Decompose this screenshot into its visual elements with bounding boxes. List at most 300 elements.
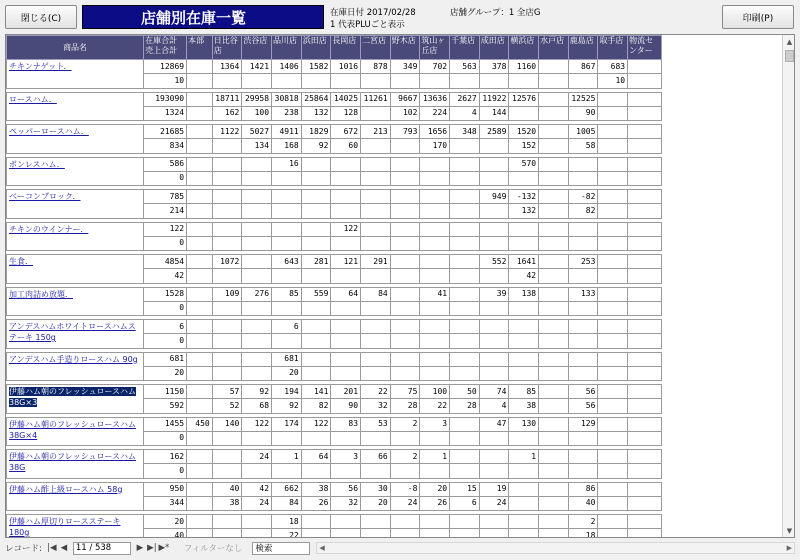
- product-record[interactable]: [7, 511, 662, 538]
- store-stock-cell: [568, 352, 598, 366]
- store-sales-cell: [509, 431, 539, 445]
- store-sales-cell: [628, 269, 662, 283]
- store-sales-cell: [242, 236, 272, 250]
- store-stock-cell: 121: [331, 255, 361, 269]
- store-sales-cell: [479, 301, 509, 315]
- store-stock-cell: [331, 157, 361, 171]
- store-stock-cell: 1160: [509, 60, 539, 74]
- store-stock-cell: 141: [301, 385, 331, 399]
- store-stock-cell: [390, 320, 420, 334]
- store-sales-cell: [450, 236, 480, 250]
- total-sales-cell: 834: [144, 139, 187, 153]
- store-sales-cell: [212, 464, 242, 478]
- store-stock-cell: [479, 450, 509, 464]
- product-name-text: チキンナゲット．: [9, 62, 72, 71]
- store-sales-cell: [598, 334, 628, 348]
- stock-row: [7, 125, 662, 139]
- store-stock-cell: [212, 157, 242, 171]
- store-sales-cell: [212, 334, 242, 348]
- store-stock-cell: [539, 222, 569, 236]
- store-sales-cell: [628, 301, 662, 315]
- store-stock-cell: [539, 320, 569, 334]
- store-sales-cell: 128: [331, 106, 361, 120]
- store-stock-cell: [479, 320, 509, 334]
- store-sales-cell: [361, 74, 391, 88]
- store-sales-cell: [539, 301, 569, 315]
- store-sales-cell: [212, 171, 242, 185]
- product-record[interactable]: [7, 153, 662, 186]
- store-sales-cell: [568, 236, 598, 250]
- store-sales-cell: [539, 334, 569, 348]
- store-stock-cell: [479, 157, 509, 171]
- store-sales-cell: [390, 301, 420, 315]
- store-sales-cell: [301, 464, 331, 478]
- store-stock-cell: 194: [272, 385, 302, 399]
- horizontal-scrollbar[interactable]: [316, 542, 795, 554]
- total-sales-cell: 344: [144, 496, 187, 510]
- grid-header-row: [7, 36, 662, 60]
- store-sales-cell: [390, 74, 420, 88]
- store-sales-cell: [390, 269, 420, 283]
- store-sales-cell: [187, 431, 213, 445]
- column-header-store: 成田店: [479, 36, 509, 60]
- store-stock-cell: 174: [272, 417, 302, 431]
- product-name-link[interactable]: [7, 515, 144, 538]
- store-stock-cell: [628, 157, 662, 171]
- store-stock-cell: 1072: [212, 255, 242, 269]
- store-sales-cell: [628, 171, 662, 185]
- store-sales-cell: [420, 431, 450, 445]
- product-record[interactable]: [7, 251, 662, 284]
- store-stock-cell: [187, 92, 213, 106]
- store-sales-cell: [568, 74, 598, 88]
- store-stock-cell: [187, 125, 213, 139]
- store-stock-cell: [539, 515, 569, 529]
- store-sales-cell: [390, 464, 420, 478]
- store-stock-cell: [212, 352, 242, 366]
- store-sales-cell: 144: [479, 106, 509, 120]
- product-name-link[interactable]: [7, 60, 144, 89]
- column-header-total-sales: 売上合計: [145, 46, 178, 55]
- product-name-link[interactable]: [7, 255, 144, 284]
- store-stock-cell: [242, 157, 272, 171]
- store-sales-cell: [212, 529, 242, 537]
- store-sales-cell: 238: [272, 106, 302, 120]
- search-input[interactable]: [252, 542, 310, 555]
- store-sales-cell: [390, 204, 420, 218]
- stock-row: [7, 320, 662, 334]
- store-stock-cell: [242, 190, 272, 204]
- store-sales-cell: [301, 171, 331, 185]
- store-sales-cell: [479, 366, 509, 380]
- total-sales-cell: 42: [144, 269, 187, 283]
- new-record-icon[interactable]: ▶*: [158, 543, 170, 553]
- store-sales-cell: [509, 366, 539, 380]
- store-stock-cell: [568, 222, 598, 236]
- store-stock-cell: [598, 320, 628, 334]
- store-sales-cell: [450, 366, 480, 380]
- store-stock-cell: 74: [479, 385, 509, 399]
- store-sales-cell: [628, 106, 662, 120]
- store-stock-cell: [509, 320, 539, 334]
- store-stock-cell: [509, 482, 539, 496]
- store-stock-cell: [420, 515, 450, 529]
- product-record[interactable]: [7, 446, 662, 479]
- product-name-link[interactable]: [7, 157, 144, 186]
- store-sales-cell: [539, 431, 569, 445]
- store-sales-cell: [420, 74, 450, 88]
- store-stock-cell: 85: [272, 287, 302, 301]
- store-stock-cell: [212, 320, 242, 334]
- store-stock-cell: [361, 157, 391, 171]
- store-stock-cell: [628, 287, 662, 301]
- store-stock-cell: [187, 385, 213, 399]
- store-sales-cell: 4: [479, 399, 509, 413]
- store-stock-cell: 3: [331, 450, 361, 464]
- product-record[interactable]: [7, 348, 662, 381]
- store-sales-cell: 38: [509, 399, 539, 413]
- store-sales-cell: [598, 269, 628, 283]
- store-stock-cell: [331, 352, 361, 366]
- total-sales-cell: 1324: [144, 106, 187, 120]
- store-sales-cell: [509, 529, 539, 537]
- store-sales-cell: [539, 399, 569, 413]
- stock-row: [7, 450, 662, 464]
- store-sales-cell: 28: [390, 399, 420, 413]
- product-record[interactable]: [7, 478, 662, 511]
- product-record[interactable]: [7, 88, 662, 121]
- store-stock-cell: [187, 190, 213, 204]
- store-stock-cell: [187, 287, 213, 301]
- product-name-text: 伊藤ハム朝のフレッシュロースハム 38G: [9, 452, 137, 472]
- store-stock-cell: -132: [509, 190, 539, 204]
- store-sales-cell: [331, 269, 361, 283]
- product-record[interactable]: [7, 381, 662, 414]
- vertical-scrollbar[interactable]: [782, 35, 795, 537]
- scroll-left-icon[interactable]: ◀: [319, 544, 325, 552]
- store-sales-cell: 52: [212, 399, 242, 413]
- column-header-store: 長岡店: [331, 36, 361, 60]
- store-stock-cell: [331, 320, 361, 334]
- total-stock-cell: 162: [144, 450, 187, 464]
- product-record[interactable]: [7, 413, 662, 446]
- total-sales-cell: 214: [144, 204, 187, 218]
- store-sales-cell: 68: [242, 399, 272, 413]
- store-sales-cell: [361, 139, 391, 153]
- store-stock-cell: [187, 482, 213, 496]
- store-sales-cell: [509, 106, 539, 120]
- store-sales-cell: [187, 366, 213, 380]
- store-sales-cell: [598, 496, 628, 510]
- store-sales-cell: [242, 204, 272, 218]
- store-stock-cell: 450: [187, 417, 213, 431]
- store-stock-cell: 1016: [331, 60, 361, 74]
- store-sales-cell: [628, 464, 662, 478]
- store-stock-cell: [420, 320, 450, 334]
- product-name-text: アンデスハム手造りロースハム 90g: [9, 354, 138, 364]
- store-stock-cell: [361, 352, 391, 366]
- total-stock-cell: 12869: [144, 60, 187, 74]
- column-header-totals: [144, 36, 187, 60]
- store-stock-cell: 552: [479, 255, 509, 269]
- product-name-text: ボンレスハム．: [9, 159, 65, 169]
- store-sales-cell: 4: [450, 106, 480, 120]
- store-stock-cell: [628, 190, 662, 204]
- store-sales-cell: [187, 529, 213, 537]
- record-label: レコード:: [5, 544, 42, 554]
- store-stock-cell: [212, 222, 242, 236]
- store-sales-cell: [361, 236, 391, 250]
- store-sales-cell: [361, 431, 391, 445]
- store-stock-cell: [272, 222, 302, 236]
- product-name-link[interactable]: [7, 417, 144, 446]
- total-sales-cell: 0: [144, 301, 187, 315]
- store-stock-cell: [479, 352, 509, 366]
- product-name-link[interactable]: [7, 287, 144, 316]
- last-record-icon[interactable]: ▶|: [147, 543, 157, 553]
- first-record-icon[interactable]: |◀: [47, 543, 57, 553]
- store-sales-cell: [331, 529, 361, 537]
- store-sales-cell: [568, 269, 598, 283]
- column-header-total-stock: 在庫合計: [145, 36, 178, 45]
- store-stock-cell: 3: [420, 417, 450, 431]
- product-record[interactable]: [7, 283, 662, 316]
- total-stock-cell: 950: [144, 482, 187, 496]
- store-sales-cell: [331, 204, 361, 218]
- store-sales-cell: [390, 171, 420, 185]
- column-header-store: 水戸店: [539, 36, 569, 60]
- scroll-up-icon[interactable]: ▲: [786, 37, 793, 46]
- product-name-link[interactable]: [7, 482, 144, 511]
- store-sales-cell: [450, 529, 480, 537]
- store-stock-cell: [212, 515, 242, 529]
- total-stock-cell: 586: [144, 157, 187, 171]
- store-sales-cell: [301, 204, 331, 218]
- store-sales-cell: [450, 431, 480, 445]
- store-sales-cell: 92: [301, 139, 331, 153]
- store-stock-cell: [390, 352, 420, 366]
- product-name-link[interactable]: [7, 385, 144, 414]
- store-sales-cell: [509, 301, 539, 315]
- column-header-store: 筑山ヶ丘店: [420, 36, 450, 60]
- store-sales-cell: [331, 464, 361, 478]
- store-stock-cell: 11261: [361, 92, 391, 106]
- store-stock-cell: 5027: [242, 125, 272, 139]
- store-stock-cell: 213: [361, 125, 391, 139]
- store-stock-cell: [187, 352, 213, 366]
- column-header-store: 二宮店: [361, 36, 391, 60]
- store-stock-cell: 24: [242, 450, 272, 464]
- store-sales-cell: [301, 301, 331, 315]
- store-sales-cell: [187, 496, 213, 510]
- total-sales-cell: 0: [144, 171, 187, 185]
- store-stock-cell: [628, 255, 662, 269]
- store-sales-cell: 82: [301, 399, 331, 413]
- scrollbar-thumb[interactable]: [785, 50, 794, 62]
- store-sales-cell: [509, 334, 539, 348]
- store-stock-cell: 2: [390, 450, 420, 464]
- store-sales-cell: [628, 399, 662, 413]
- store-sales-cell: [272, 74, 302, 88]
- store-stock-cell: [361, 222, 391, 236]
- product-name-text: 伊藤ハム酢上級ロースハム 58g: [9, 484, 123, 494]
- store-sales-cell: [628, 366, 662, 380]
- store-stock-cell: [539, 125, 569, 139]
- store-sales-cell: [361, 171, 391, 185]
- store-sales-cell: [568, 171, 598, 185]
- prev-record-icon[interactable]: ◀: [60, 543, 68, 553]
- store-stock-cell: [361, 515, 391, 529]
- store-sales-cell: [242, 74, 272, 88]
- product-record[interactable]: [7, 186, 662, 219]
- store-sales-cell: [539, 139, 569, 153]
- store-stock-cell: [509, 352, 539, 366]
- store-stock-cell: 559: [301, 287, 331, 301]
- store-sales-cell: 32: [331, 496, 361, 510]
- store-sales-cell: [450, 74, 480, 88]
- store-stock-cell: [390, 287, 420, 301]
- store-stock-cell: 1005: [568, 125, 598, 139]
- store-sales-cell: [509, 236, 539, 250]
- store-sales-cell: 60: [331, 139, 361, 153]
- store-stock-cell: [390, 515, 420, 529]
- print-button[interactable]: 印刷(P): [722, 5, 794, 29]
- product-name-link[interactable]: [7, 450, 144, 479]
- store-sales-cell: [420, 366, 450, 380]
- store-sales-cell: [539, 74, 569, 88]
- store-stock-cell: 9667: [390, 92, 420, 106]
- store-sales-cell: [212, 269, 242, 283]
- store-stock-cell: [598, 92, 628, 106]
- store-stock-cell: [568, 450, 598, 464]
- store-stock-cell: [450, 190, 480, 204]
- store-stock-cell: 2: [568, 515, 598, 529]
- close-button[interactable]: 閉じる(C): [5, 5, 77, 29]
- store-sales-cell: [598, 171, 628, 185]
- record-number-input[interactable]: [73, 542, 131, 555]
- total-stock-cell: 785: [144, 190, 187, 204]
- store-stock-cell: 1: [272, 450, 302, 464]
- store-stock-cell: 1122: [212, 125, 242, 139]
- store-sales-cell: [361, 464, 391, 478]
- store-sales-cell: [212, 204, 242, 218]
- store-sales-cell: [187, 139, 213, 153]
- store-group-label: 店舗グループ：1 全店G: [450, 8, 541, 18]
- store-stock-cell: 1582: [301, 60, 331, 74]
- store-sales-cell: 20: [361, 496, 391, 510]
- stock-row: [7, 60, 662, 74]
- store-stock-cell: 378: [479, 60, 509, 74]
- store-stock-cell: [187, 320, 213, 334]
- store-stock-cell: 291: [361, 255, 391, 269]
- store-stock-cell: 25864: [301, 92, 331, 106]
- store-stock-cell: [301, 190, 331, 204]
- store-stock-cell: [242, 222, 272, 236]
- store-stock-cell: 2589: [479, 125, 509, 139]
- product-name-link[interactable]: [7, 352, 144, 381]
- store-stock-cell: 84: [361, 287, 391, 301]
- store-sales-cell: [539, 106, 569, 120]
- product-name-link[interactable]: [7, 125, 144, 154]
- store-sales-cell: [390, 529, 420, 537]
- product-record[interactable]: [7, 316, 662, 349]
- store-sales-cell: [420, 269, 450, 283]
- store-stock-cell: 1520: [509, 125, 539, 139]
- store-sales-cell: 90: [331, 399, 361, 413]
- store-sales-cell: [539, 236, 569, 250]
- store-sales-cell: [272, 431, 302, 445]
- store-sales-cell: [479, 204, 509, 218]
- store-stock-cell: 201: [331, 385, 361, 399]
- store-sales-cell: [331, 171, 361, 185]
- store-stock-cell: [420, 222, 450, 236]
- total-sales-cell: 0: [144, 431, 187, 445]
- store-sales-cell: [420, 204, 450, 218]
- store-sales-cell: [272, 301, 302, 315]
- store-stock-cell: [539, 450, 569, 464]
- store-sales-cell: [598, 366, 628, 380]
- store-sales-cell: [628, 74, 662, 88]
- store-stock-cell: [628, 92, 662, 106]
- store-stock-cell: [509, 222, 539, 236]
- store-stock-cell: [301, 222, 331, 236]
- store-sales-cell: [361, 366, 391, 380]
- scroll-right-icon[interactable]: ▶: [786, 544, 792, 552]
- product-name-link[interactable]: [7, 190, 144, 219]
- store-stock-cell: 122: [301, 417, 331, 431]
- store-stock-cell: [301, 352, 331, 366]
- product-record[interactable]: [7, 60, 662, 89]
- store-sales-cell: [390, 431, 420, 445]
- store-stock-cell: 130: [509, 417, 539, 431]
- store-stock-cell: 140: [212, 417, 242, 431]
- store-sales-cell: [331, 236, 361, 250]
- product-record[interactable]: [7, 121, 662, 154]
- store-sales-cell: [301, 269, 331, 283]
- store-stock-cell: 50: [450, 385, 480, 399]
- product-name-link[interactable]: [7, 320, 144, 349]
- product-name-text: 伊藤ハム厚切りロースステーキ 180g: [9, 517, 121, 537]
- store-sales-cell: [390, 366, 420, 380]
- store-stock-cell: 92: [242, 385, 272, 399]
- store-stock-cell: 57: [212, 385, 242, 399]
- store-sales-cell: 58: [568, 139, 598, 153]
- store-stock-cell: [187, 222, 213, 236]
- product-name-link[interactable]: [7, 92, 144, 121]
- store-stock-cell: [242, 515, 272, 529]
- store-sales-cell: 168: [272, 139, 302, 153]
- scroll-down-icon[interactable]: ▼: [786, 526, 793, 535]
- store-stock-cell: [420, 352, 450, 366]
- store-sales-cell: [187, 171, 213, 185]
- store-stock-cell: 19: [479, 482, 509, 496]
- store-stock-cell: 878: [361, 60, 391, 74]
- product-record[interactable]: [7, 218, 662, 251]
- next-record-icon[interactable]: ▶: [136, 543, 144, 553]
- filter-status[interactable]: フィルターなし: [183, 544, 243, 554]
- store-stock-cell: [628, 417, 662, 431]
- store-sales-cell: [539, 464, 569, 478]
- product-name-link[interactable]: [7, 222, 144, 251]
- store-sales-cell: 22: [272, 529, 302, 537]
- store-stock-cell: 683: [598, 60, 628, 74]
- store-stock-cell: [598, 482, 628, 496]
- store-stock-cell: 1: [420, 450, 450, 464]
- store-stock-cell: 66: [361, 450, 391, 464]
- store-sales-cell: [568, 464, 598, 478]
- product-name-text: チキンのウインナー．: [9, 224, 89, 234]
- store-sales-cell: [450, 139, 480, 153]
